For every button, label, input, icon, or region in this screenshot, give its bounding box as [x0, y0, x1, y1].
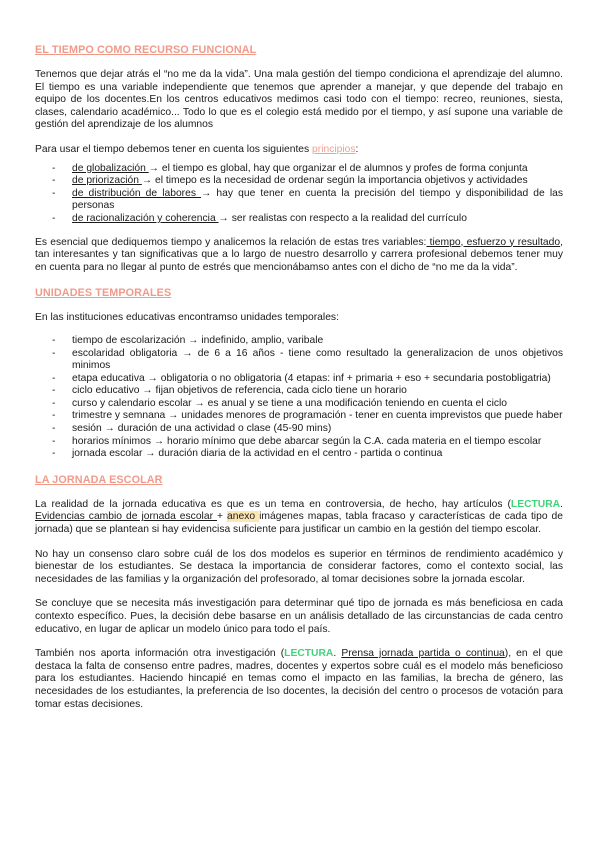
principle-term: de priorización: [72, 175, 142, 187]
paragraph-intro: Tenemos que dejar atrás el “no me da la vida”. Una mala gestión del tiempo condiciona el aprendizaje del alumno. El tiempo es una variable independiente que tenemos que aprender a manejar, y que depende del trabajo en equipo de los docentes.En los centros educativos medimos casi todo con el tiempo: recreo, reuniones, siesta, clases, calendario académico... Todo lo que es el colegio está medido por el tiempo, y así supone una variable de gestión del aprendizaje de los alumnos: [35, 69, 563, 131]
unidad-text: sesión → duración de una actividad o clase (45-90 mins): [72, 423, 332, 435]
unidad-text: horarios mínimos → horario mínimo que debe abarcar según la C.A. cada materia en el tiempo escolar: [72, 435, 542, 447]
jornada-p4-text-a: También nos aporta información otra investigación (: [35, 648, 285, 660]
paragraph-variables: [35, 237, 563, 275]
jornada-p4-text-c: ), en el que destaca la falta de consenso entre padres, madres, docentes y expertos sobre cuál es el modelo más beneficioso para los estudiantes. Haciendo hincapié en temas como el impacto en las familias, la brecha de género, las necesidades de los estudiantes, la preferencia de lso docentes, la decisión del centro o procesos de votación para tomar estas decisiones.: [35, 648, 563, 710]
principle-term: de globalización: [72, 162, 149, 174]
document-page: [35, 44, 563, 711]
jornada-p1-text-a: La realidad de la jornada educativa es que es un tema en controversia, de hecho, hay artículos (: [35, 498, 511, 510]
unidad-text: trimestre y semnana → unidades menores de programación - tener en cuenta imprevistos que puede haber: [72, 410, 563, 422]
unidades-intro: En las instituciones educativas encontramso unidades temporales:: [35, 312, 339, 324]
principle-text: → hay que tener en cuenta la precisión del tiempo y disponibilidad de las personas: [72, 187, 563, 212]
principle-text: → ser realistas con respecto a la realidad del currículo: [218, 212, 467, 224]
variables-highlight: tiempo, esfuerzo y resultado: [426, 236, 561, 248]
list-item: - sesión → duración de una actividad o clase (45-90 mins): [52, 423, 332, 435]
jornada-p1-sep: .: [560, 498, 563, 510]
jornada-p1-text-d: imágenes mapas, tabla fracaso y características de cada tipo de jornada) que se plantean si hay evidencisa suficiente para justificar un cambio en la gestión del tiempo escolar.: [35, 511, 564, 536]
list-item: - horarios mínimos → horario mínimo que debe abarcar según la C.A. cada materia en el tiempo escolar: [52, 435, 542, 447]
list-item: - ciclo educativo → fijan objetivos de referencia, cada ciclo tiene un horario: [52, 385, 407, 397]
list-item: - trimestre y semnana → unidades menores de programación - tener en cuenta imprevistos que puede haber: [52, 410, 563, 422]
section-title-jornada: LA JORNADA ESCOLAR: [35, 473, 163, 486]
list-item: - tiempo de escolarización → indefinido, amplio, varibale: [52, 334, 324, 346]
unidad-text: tiempo de escolarización → indefinido, amplio, varibale: [72, 334, 324, 346]
unidades-list: [35, 335, 563, 461]
principles-intro: [35, 144, 563, 157]
principle-text: → el timepo es la necesidad de ordenar según la importancia objetivos y actividades: [141, 175, 528, 187]
principle-term: de racionalización y coherencia: [72, 212, 219, 224]
section-title-unidades: UNIDADES TEMPORALES: [35, 287, 172, 300]
section-title-tiempo-recurso: EL TIEMPO COMO RECURSO FUNCIONAL: [35, 44, 257, 56]
list-item: - de priorización → el timepo es la necesidad de ordenar según la importancia objetivos y actividades: [52, 175, 528, 187]
unidad-text: curso y calendario escolar → es anual y se tiene a una modificación teniendo en cuenta el ciclo: [72, 397, 508, 409]
principle-term: de distribución de labores: [72, 187, 202, 199]
jornada-paragraph-2: No hay un consenso claro sobre cuál de los dos modelos es superior en términos de rendimiento académico y bienestar de los estudiantes. Se destaca la importancia de considerar factores, como el contexto social, las necesidades de las familias y la organización del profesorado, al tomar decisiones sobre la jornada escolar.: [35, 548, 563, 585]
list-item: - escolaridad obligatoria → de 6 a 16 años - tiene como resultado la generalizacion de unos objetivos minimos: [52, 347, 563, 372]
principles-list: [35, 163, 563, 226]
variables-text-c: , tan interesantes y tan significativas que a lo largo de nuestro desarrollo y carrera profesional debemos tener muy en cuenta para no llegar al punto de estrés que mencionábamso antes con el dicho de “no me da la vida”.: [35, 236, 563, 273]
unidad-text: etapa educativa → obligatoria o no obligatoria (4 etapas: inf + primaria + eso + secundaria postobligatria): [72, 372, 551, 384]
principle-text: → el tiempo es global, hay que organizar el de alumnos y profes de forma conjunta: [148, 162, 528, 174]
jornada-p4-sep: .: [333, 648, 342, 660]
unidad-text: jornada escolar → duración diaria de la actividad en el centro - partida o continua: [72, 448, 443, 460]
list-item: - curso y calendario escolar → es anual y se tiene a una modificación teniendo en cuenta el ciclo: [52, 397, 508, 409]
lectura-label: LECTURA: [284, 648, 334, 660]
unidad-text: escolaridad obligatoria → de 6 a 16 años - tiene como resultado la generalizacion de unos objetivos minimos: [72, 347, 563, 372]
list-item: - de globalización → el tiempo es global, hay que organizar el de alumnos y profes de forma conjunta: [52, 162, 528, 174]
jornada-paragraph-3: Se concluye que se necesita más investigación para determinar qué tipo de jornada es más beneficiosa en cada contexto específico. Pues, la decisión debe basarse en un análisis detallado de las circunstancias de cada centro educativo, en lugar de aplicar un modelo único para todo el país.: [35, 598, 563, 635]
lectura-label: LECTURA: [510, 498, 561, 510]
principles-colon: :: [355, 143, 359, 155]
jornada-paragraph-4: [35, 648, 563, 711]
prensa-link[interactable]: Prensa jornada partida o continua: [341, 648, 505, 660]
variables-text-a: Es esencial que dediquemos tiempo y analicemos la relación de estas tres variables:: [35, 236, 427, 248]
list-item: - de distribución de labores → hay que tener en cuenta la precisión del tiempo y disponibilidad de las personas: [52, 187, 563, 212]
principles-link[interactable]: principios: [312, 143, 356, 155]
jornada-paragraph-1: [35, 499, 563, 537]
list-item: - jornada escolar → duración diaria de la actividad en el centro - partida o continua: [52, 448, 443, 460]
list-item: - etapa educativa → obligatoria o no obligatoria (4 etapas: inf + primaria + eso + secundaria postobligatria): [52, 372, 551, 384]
unidad-text: ciclo educativo → fijan objetivos de referencia, cada ciclo tiene un horario: [72, 385, 407, 397]
jornada-p1-plus: +: [217, 511, 228, 523]
list-item: - de racionalización y coherencia → ser realistas con respecto a la realidad del currículo: [52, 212, 467, 224]
anexo-highlight: anexo: [227, 511, 260, 523]
principles-intro-text: Para usar el tiempo debemos tener en cuenta los siguientes: [35, 143, 313, 155]
evidencias-link[interactable]: Evidencias cambio de jornada escolar: [35, 511, 218, 523]
